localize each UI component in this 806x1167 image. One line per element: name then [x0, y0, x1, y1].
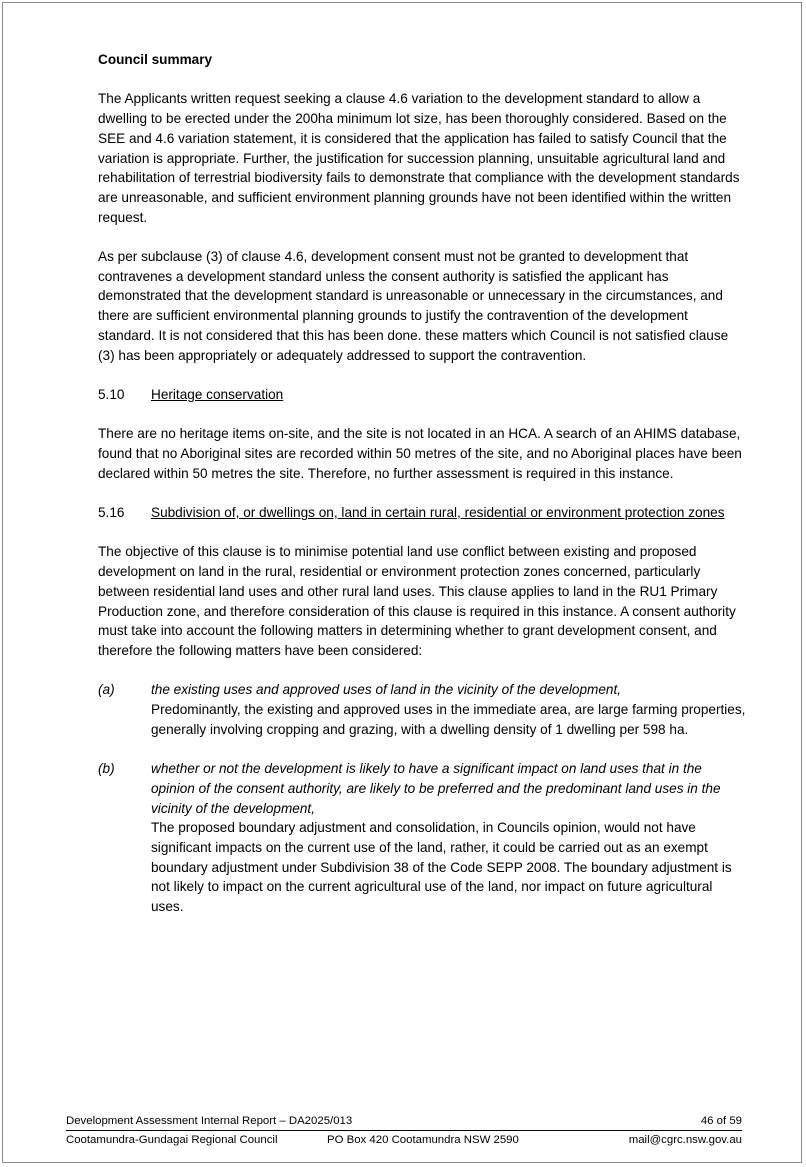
section-number: 5.16 [98, 505, 125, 521]
item-label: (a) [98, 682, 115, 698]
summary-paragraph-2: As per subclause (3) of clause 4.6, development consent must not be granted to development that contravenes a development standard unless the consent authority is satisfied the applicant has demonstrated that the development standard is unreasonable or unnecessary in the circumstances, and there are sufficient environmental planning grounds to justify the contravention of the development standard. It is not considered that this has been done. these matters which Council is not satisfied clause (3) has been appropriately or adequately addressed to support the contravention. [98, 249, 729, 363]
section-5-10-heading [98, 385, 748, 405]
footer-page-number: 46 of 59 [700, 1115, 742, 1127]
section-title: Heritage conservation [151, 386, 284, 402]
objective-paragraph: The objective of this clause is to minimise potential land use conflict between existing and proposed development on land in the rural, residential or environment protection zones concerned, particularly between residential land uses and other rural land uses. This clause applies to land in the RU1 Primary Production zone, and therefore consideration of this clause is required in this instance. A consent authority must take into account the following matters in determining whether to grant development consent, and therefore the following matters have been considered: [98, 544, 736, 658]
item-question: the existing uses and approved uses of land in the vicinity of the development, [151, 682, 622, 698]
footer-council-name: Cootamundra-Gundagai Regional Council [66, 1134, 278, 1146]
item-label: (b) [98, 761, 115, 777]
matter-item-a [98, 680, 748, 739]
heritage-paragraph: There are no heritage items on-site, and the site is not located in an HCA. A search of an AHIMS database, found that no Aboriginal sites are recorded within 50 metres of the site, and no Aboriginal places have been declared within 50 metres the site. Therefore, no further assessment is required in this instance. [98, 426, 742, 481]
item-question: whether or not the development is likely to have a significant impact on land uses that in the opinion of the consent authority, are likely to be preferred and the predominant land uses in the vicinity of the development, [151, 761, 721, 816]
footer-report-title: Development Assessment Internal Report – DA2025/013 [66, 1115, 353, 1127]
item-answer: The proposed boundary adjustment and consolidation, in Councils opinion, would not have significant impacts on the current use of the land, rather, it could be carried out as an exempt boundary adjustment under Subdivision 38 of the Code SEPP 2008. The boundary adjustment is not likely to impact on the current agricultural use of the land, nor impact on future agricultural uses. [151, 820, 732, 915]
section-number: 5.10 [98, 386, 125, 402]
section-5-16-heading [98, 503, 748, 523]
matter-item-b [98, 759, 748, 917]
document-body [98, 50, 748, 917]
section-title: Subdivision of, or dwellings on, land in certain rural, residential or environment protection zones [151, 505, 725, 521]
summary-paragraph-1: The Applicants written request seeking a clause 4.6 variation to the development standard to allow a dwelling to be erected under the 200ha minimum lot size, has been thoroughly considered. Based on the SEE and 4.6 variation statement, it is considered that the application has failed to satisfy Council that the variation is appropriate. Further, the justification for succession planning, unsuitable agricultural land and rehabilitation of terrestrial biodiversity fails to demonstrate that compliance with the development standards are unreasonable, and sufficient environment planning grounds have not been identified within the written request. [98, 91, 740, 225]
footer-address: PO Box 420 Cootamundra NSW 2590 [327, 1134, 519, 1146]
footer-report-line [66, 1114, 742, 1128]
council-summary-heading: Council summary [98, 52, 213, 67]
footer-email: mail@cgrc.nsw.gov.au [628, 1134, 742, 1146]
item-answer: Predominantly, the existing and approved uses in the immediate area, are large farming properties, generally involving cropping and grazing, with a dwelling density of 1 dwelling per 598 ha. [151, 702, 746, 737]
footer-divider [66, 1130, 742, 1131]
